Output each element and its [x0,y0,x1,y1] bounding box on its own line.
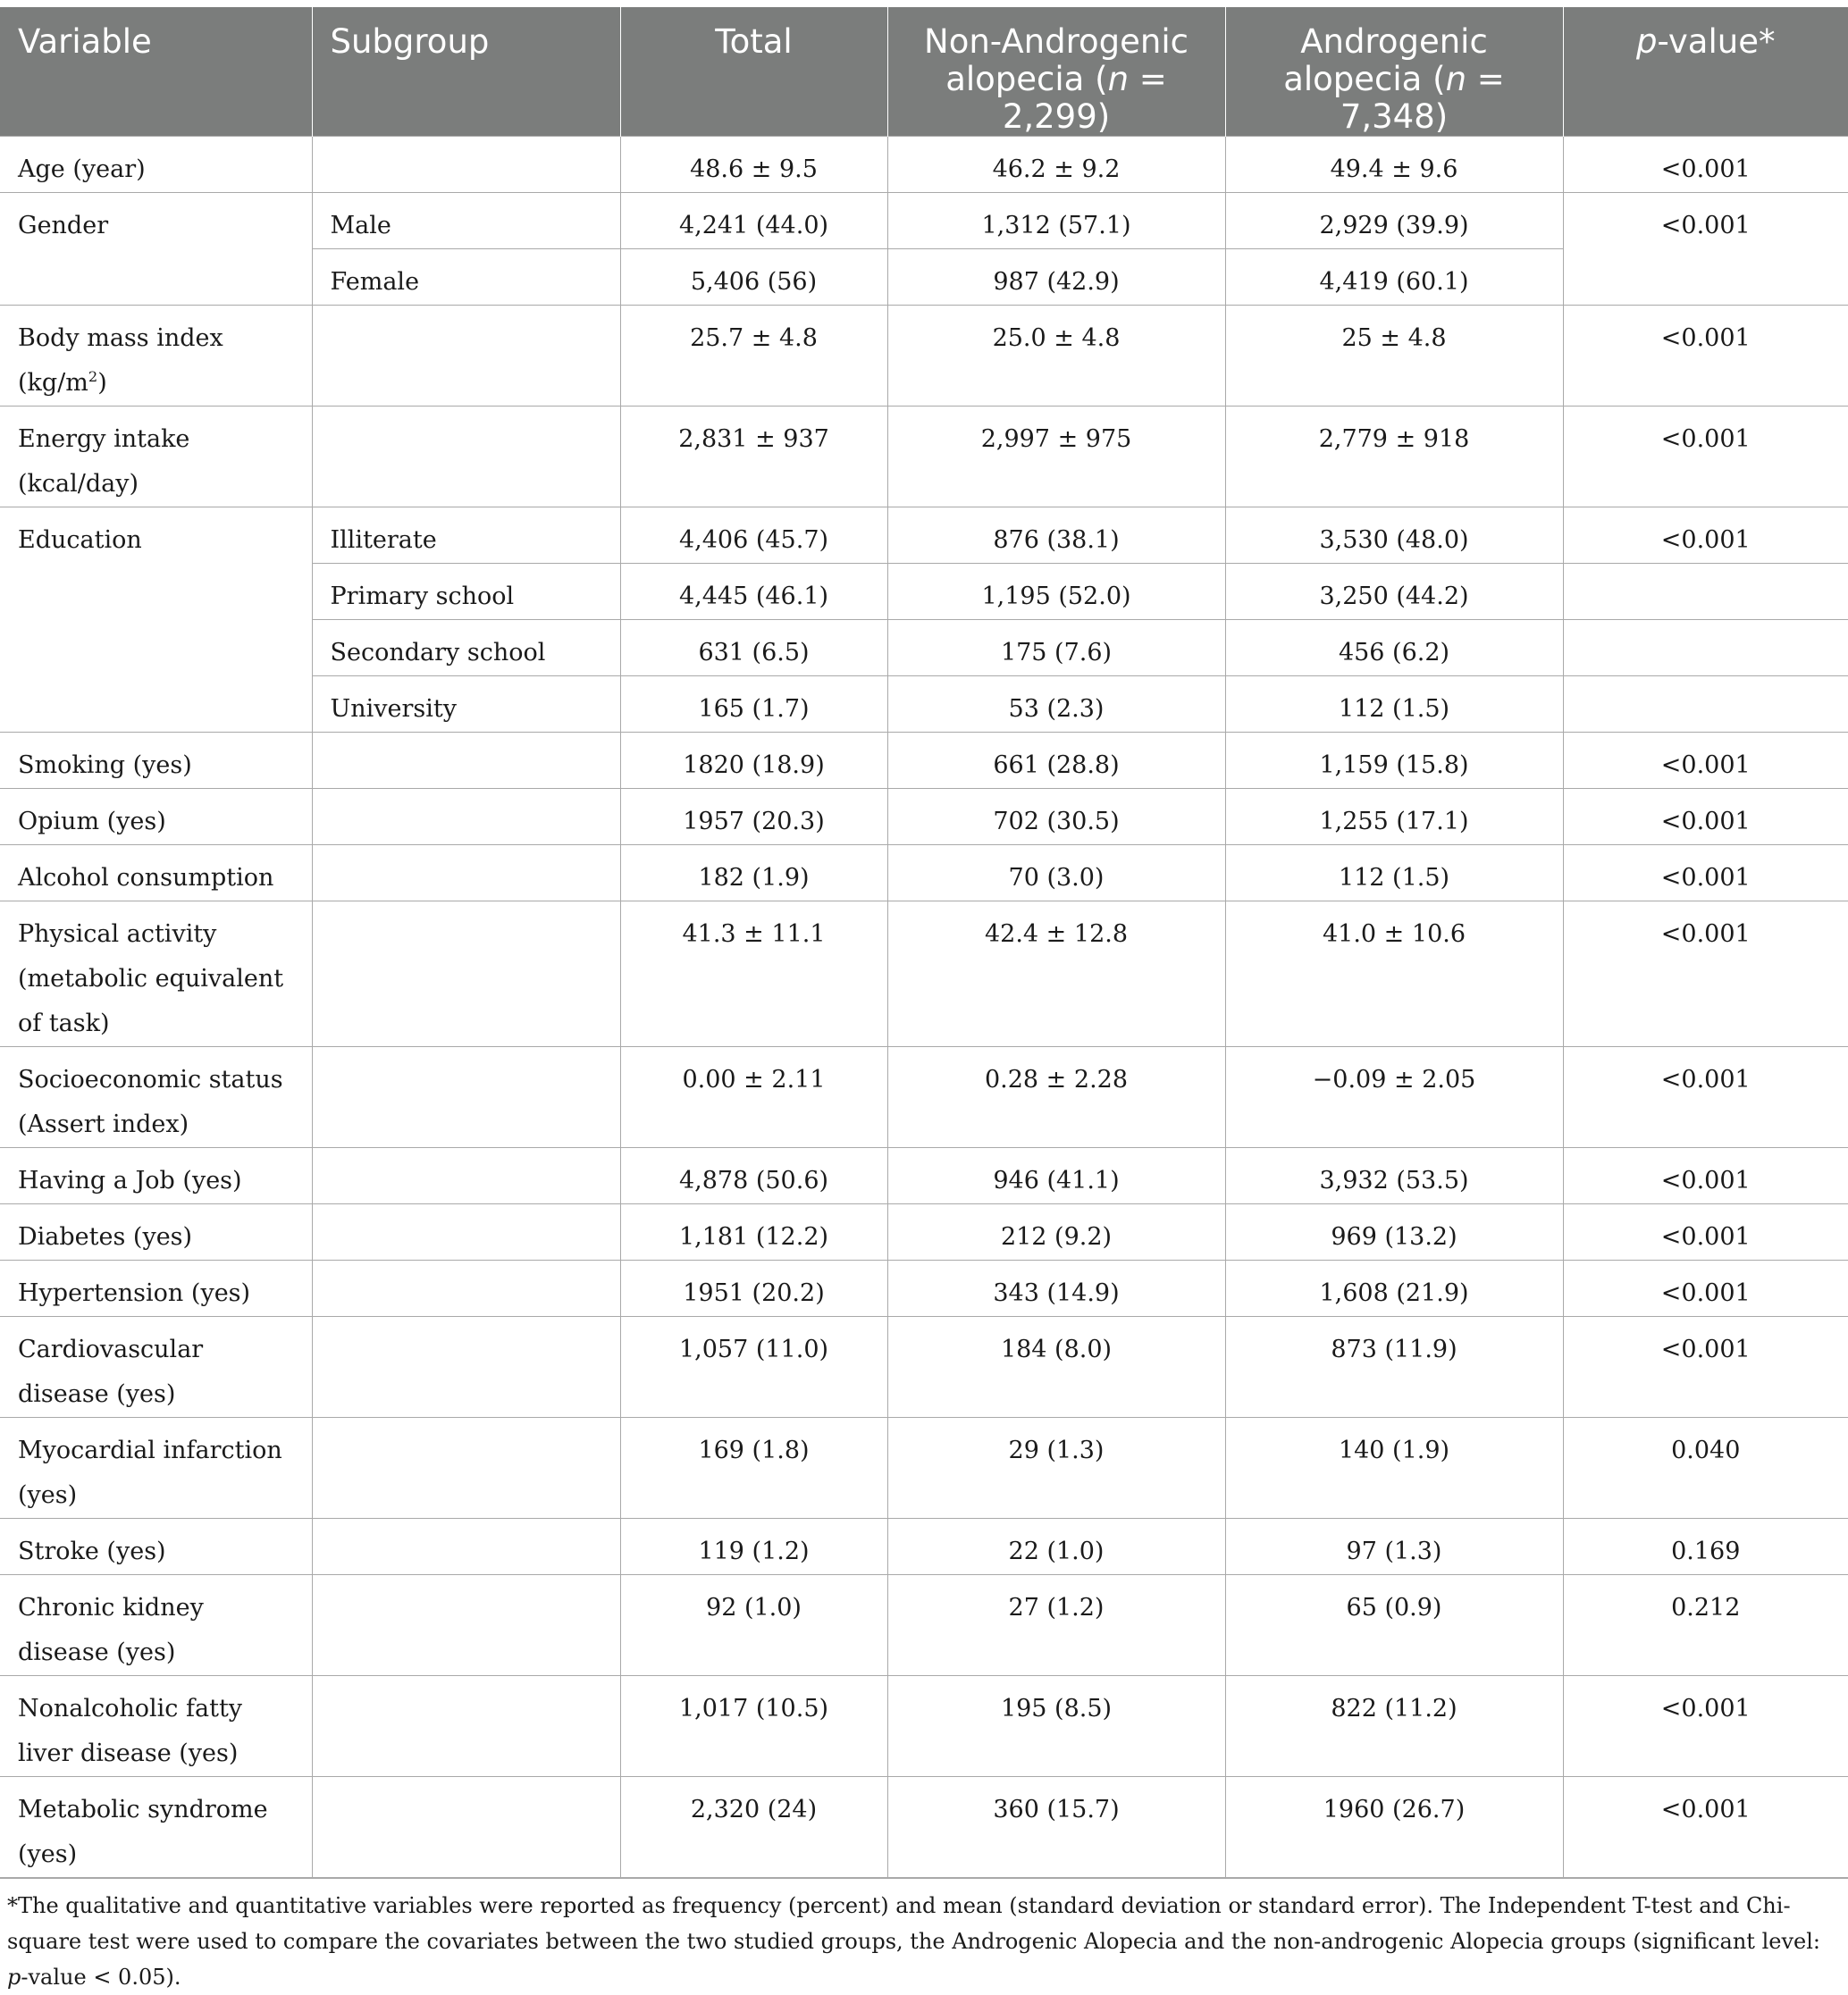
cell-pvalue: <0.001 [1563,407,1848,507]
cell-pvalue: <0.001 [1563,845,1848,901]
cell-androgenic: 2,929 (39.9) [1225,193,1563,249]
cell-non-androgenic: 946 (41.1) [887,1148,1225,1204]
cell-non-androgenic: 702 (30.5) [887,789,1225,845]
cell-total: 1,057 (11.0) [620,1317,887,1418]
cell-androgenic: −0.09 ± 2.05 [1225,1047,1563,1148]
cell-subgroup [312,1575,620,1676]
table-footnote [0,1879,1846,1995]
cell-variable: Smoking (yes) [0,733,312,789]
cell-androgenic: 1,255 (17.1) [1225,789,1563,845]
cell-variable: Energy intake (kcal/day) [0,407,312,507]
cell-non-androgenic: 25.0 ± 4.8 [887,306,1225,407]
cell-variable: Metabolic syndrome (yes) [0,1777,312,1879]
table-row-education-illiterate [0,507,1848,564]
cell-subgroup [312,789,620,845]
cell-total: 2,320 (24) [620,1777,887,1879]
cell-pvalue: <0.001 [1563,1047,1848,1148]
cell-non-androgenic: 876 (38.1) [887,507,1225,564]
cell-androgenic: 4,419 (60.1) [1225,249,1563,306]
table-row-hypertension [0,1261,1848,1317]
table-row-bmi [0,306,1848,407]
cell-pvalue [1563,564,1848,620]
cell-total: 1,181 (12.2) [620,1204,887,1261]
cell-non-androgenic: 661 (28.8) [887,733,1225,789]
cell-variable: Education [0,507,312,733]
cell-pvalue: <0.001 [1563,1261,1848,1317]
table-row-mets [0,1777,1848,1879]
table-row-cvd [0,1317,1848,1418]
bmi-superscript: 2 [88,368,98,385]
cell-variable: Stroke (yes) [0,1519,312,1575]
header-non-androgenic-line1: Non-Androgenic [924,22,1189,61]
cell-variable: Age (year) [0,137,312,193]
header-androgenic [1225,7,1563,137]
cell-non-androgenic: 2,997 ± 975 [887,407,1225,507]
footnote-text: *The qualitative and quantitative variables were reported as frequency (percent) and mean (standard deviation or standard error). The Independent T-test and Chi-square test were used to compare the covariates between the two studied groups, the Androgenic Alopecia and the non-androgenic Alopecia groups (significant level: [7,1893,1820,1954]
cell-subgroup [312,1777,620,1879]
cell-non-androgenic: 29 (1.3) [887,1418,1225,1519]
cell-total: 631 (6.5) [620,620,887,676]
cell-subgroup [312,1418,620,1519]
table-row-smoking [0,733,1848,789]
cell-variable [0,306,312,407]
cell-non-androgenic: 195 (8.5) [887,1676,1225,1777]
header-non-androgenic [887,7,1225,137]
cell-subgroup: University [312,676,620,733]
table-row-alcohol [0,845,1848,901]
cell-androgenic: 112 (1.5) [1225,845,1563,901]
header-variable: Variable [0,7,312,137]
characteristics-table [0,7,1848,1879]
table-row-gender-male [0,193,1848,249]
cell-pvalue: <0.001 [1563,306,1848,407]
cell-total: 25.7 ± 4.8 [620,306,887,407]
cell-subgroup [312,845,620,901]
cell-non-androgenic: 46.2 ± 9.2 [887,137,1225,193]
cell-total: 92 (1.0) [620,1575,887,1676]
cell-androgenic: 49.4 ± 9.6 [1225,137,1563,193]
cell-subgroup [312,306,620,407]
cell-pvalue: 0.212 [1563,1575,1848,1676]
cell-non-androgenic: 53 (2.3) [887,676,1225,733]
cell-androgenic: 25 ± 4.8 [1225,306,1563,407]
header-non-androgenic-pre: alopecia ( [945,60,1108,98]
table-row-job [0,1148,1848,1204]
cell-non-androgenic: 1,312 (57.1) [887,193,1225,249]
cell-androgenic: 969 (13.2) [1225,1204,1563,1261]
cell-androgenic: 1,608 (21.9) [1225,1261,1563,1317]
header-non-androgenic-post: = 2,299) [1002,60,1167,136]
cell-androgenic: 456 (6.2) [1225,620,1563,676]
cell-variable: Alcohol consumption [0,845,312,901]
cell-subgroup [312,1676,620,1777]
cell-non-androgenic: 22 (1.0) [887,1519,1225,1575]
cell-variable: Cardiovascular disease (yes) [0,1317,312,1418]
cell-variable: Nonalcoholic fatty liver disease (yes) [0,1676,312,1777]
cell-androgenic: 2,779 ± 918 [1225,407,1563,507]
header-androgenic-post: = 7,348) [1340,60,1505,136]
cell-pvalue: <0.001 [1563,733,1848,789]
cell-non-androgenic: 987 (42.9) [887,249,1225,306]
cell-variable: Opium (yes) [0,789,312,845]
document-sheet [0,7,1848,1995]
cell-non-androgenic: 27 (1.2) [887,1575,1225,1676]
cell-variable: Having a Job (yes) [0,1148,312,1204]
cell-androgenic: 822 (11.2) [1225,1676,1563,1777]
cell-pvalue: <0.001 [1563,901,1848,1047]
cell-pvalue: <0.001 [1563,789,1848,845]
cell-total: 5,406 (56) [620,249,887,306]
header-androgenic-n: n [1445,60,1467,98]
cell-subgroup [312,1519,620,1575]
header-androgenic-line1: Androgenic [1300,22,1488,61]
cell-non-androgenic: 184 (8.0) [887,1317,1225,1418]
cell-total: 1,017 (10.5) [620,1676,887,1777]
header-pvalue [1563,7,1848,137]
cell-non-androgenic: 343 (14.9) [887,1261,1225,1317]
header-row [0,7,1848,137]
cell-total: 4,878 (50.6) [620,1148,887,1204]
cell-subgroup [312,1047,620,1148]
cell-pvalue: <0.001 [1563,1676,1848,1777]
cell-total: 48.6 ± 9.5 [620,137,887,193]
table-row-physical-activity [0,901,1848,1047]
cell-variable: Hypertension (yes) [0,1261,312,1317]
cell-pvalue [1563,676,1848,733]
cell-variable: Diabetes (yes) [0,1204,312,1261]
cell-pvalue: <0.001 [1563,137,1848,193]
header-subgroup: Subgroup [312,7,620,137]
cell-non-androgenic: 212 (9.2) [887,1204,1225,1261]
cell-total: 1820 (18.9) [620,733,887,789]
cell-total: 165 (1.7) [620,676,887,733]
cell-variable: Physical activity (metabolic equivalent of task) [0,901,312,1047]
cell-androgenic: 1960 (26.7) [1225,1777,1563,1879]
cell-subgroup [312,1261,620,1317]
cell-subgroup [312,407,620,507]
cell-pvalue: 0.169 [1563,1519,1848,1575]
table-row-opium [0,789,1848,845]
cell-subgroup [312,1204,620,1261]
cell-variable: Socioeconomic status (Assert index) [0,1047,312,1148]
cell-variable: Myocardial infarction (yes) [0,1418,312,1519]
cell-pvalue: <0.001 [1563,193,1848,306]
cell-total: 41.3 ± 11.1 [620,901,887,1047]
cell-androgenic: 65 (0.9) [1225,1575,1563,1676]
cell-subgroup [312,733,620,789]
cell-pvalue [1563,620,1848,676]
cell-pvalue: <0.001 [1563,507,1848,564]
header-pvalue-rest: -value* [1657,22,1776,61]
cell-total: 1957 (20.3) [620,789,887,845]
cell-subgroup [312,1317,620,1418]
cell-subgroup: Primary school [312,564,620,620]
cell-non-androgenic: 70 (3.0) [887,845,1225,901]
header-non-androgenic-n: n [1107,60,1130,98]
cell-total: 2,831 ± 937 [620,407,887,507]
cell-subgroup: Female [312,249,620,306]
cell-variable: Gender [0,193,312,306]
cell-non-androgenic: 42.4 ± 12.8 [887,901,1225,1047]
table-row-stroke [0,1519,1848,1575]
cell-androgenic: 3,932 (53.5) [1225,1148,1563,1204]
header-androgenic-pre: alopecia ( [1283,60,1446,98]
cell-total: 1951 (20.2) [620,1261,887,1317]
cell-non-androgenic: 175 (7.6) [887,620,1225,676]
cell-androgenic: 1,159 (15.8) [1225,733,1563,789]
cell-total: 119 (1.2) [620,1519,887,1575]
cell-subgroup [312,1148,620,1204]
cell-androgenic: 41.0 ± 10.6 [1225,901,1563,1047]
cell-pvalue: <0.001 [1563,1317,1848,1418]
cell-androgenic: 112 (1.5) [1225,676,1563,733]
table-row-nafld [0,1676,1848,1777]
footnote-p: p [7,1965,21,1990]
cell-subgroup [312,137,620,193]
footnote-end: -value < 0.05). [21,1965,181,1990]
cell-subgroup: Illiterate [312,507,620,564]
cell-total: 4,406 (45.7) [620,507,887,564]
cell-total: 169 (1.8) [620,1418,887,1519]
cell-total: 182 (1.9) [620,845,887,901]
cell-variable: Chronic kidney disease (yes) [0,1575,312,1676]
cell-non-androgenic: 1,195 (52.0) [887,564,1225,620]
cell-total: 4,241 (44.0) [620,193,887,249]
cell-androgenic: 3,530 (48.0) [1225,507,1563,564]
cell-pvalue: <0.001 [1563,1148,1848,1204]
table-row-mi [0,1418,1848,1519]
table-row-ses [0,1047,1848,1148]
cell-pvalue: 0.040 [1563,1418,1848,1519]
cell-pvalue: <0.001 [1563,1777,1848,1879]
cell-subgroup [312,901,620,1047]
cell-pvalue: <0.001 [1563,1204,1848,1261]
cell-androgenic: 873 (11.9) [1225,1317,1563,1418]
table-row-diabetes [0,1204,1848,1261]
table-row-energy [0,407,1848,507]
cell-subgroup: Secondary school [312,620,620,676]
table-row-age [0,137,1848,193]
cell-total: 0.00 ± 2.11 [620,1047,887,1148]
bmi-label-end: ) [97,369,107,397]
cell-non-androgenic: 360 (15.7) [887,1777,1225,1879]
header-pvalue-p: p [1636,22,1658,61]
cell-androgenic: 97 (1.3) [1225,1519,1563,1575]
cell-androgenic: 3,250 (44.2) [1225,564,1563,620]
bmi-label: Body mass index (kg/m [18,324,223,397]
cell-non-androgenic: 0.28 ± 2.28 [887,1047,1225,1148]
cell-total: 4,445 (46.1) [620,564,887,620]
cell-subgroup: Male [312,193,620,249]
table-row-ckd [0,1575,1848,1676]
cell-androgenic: 140 (1.9) [1225,1418,1563,1519]
header-total: Total [620,7,887,137]
